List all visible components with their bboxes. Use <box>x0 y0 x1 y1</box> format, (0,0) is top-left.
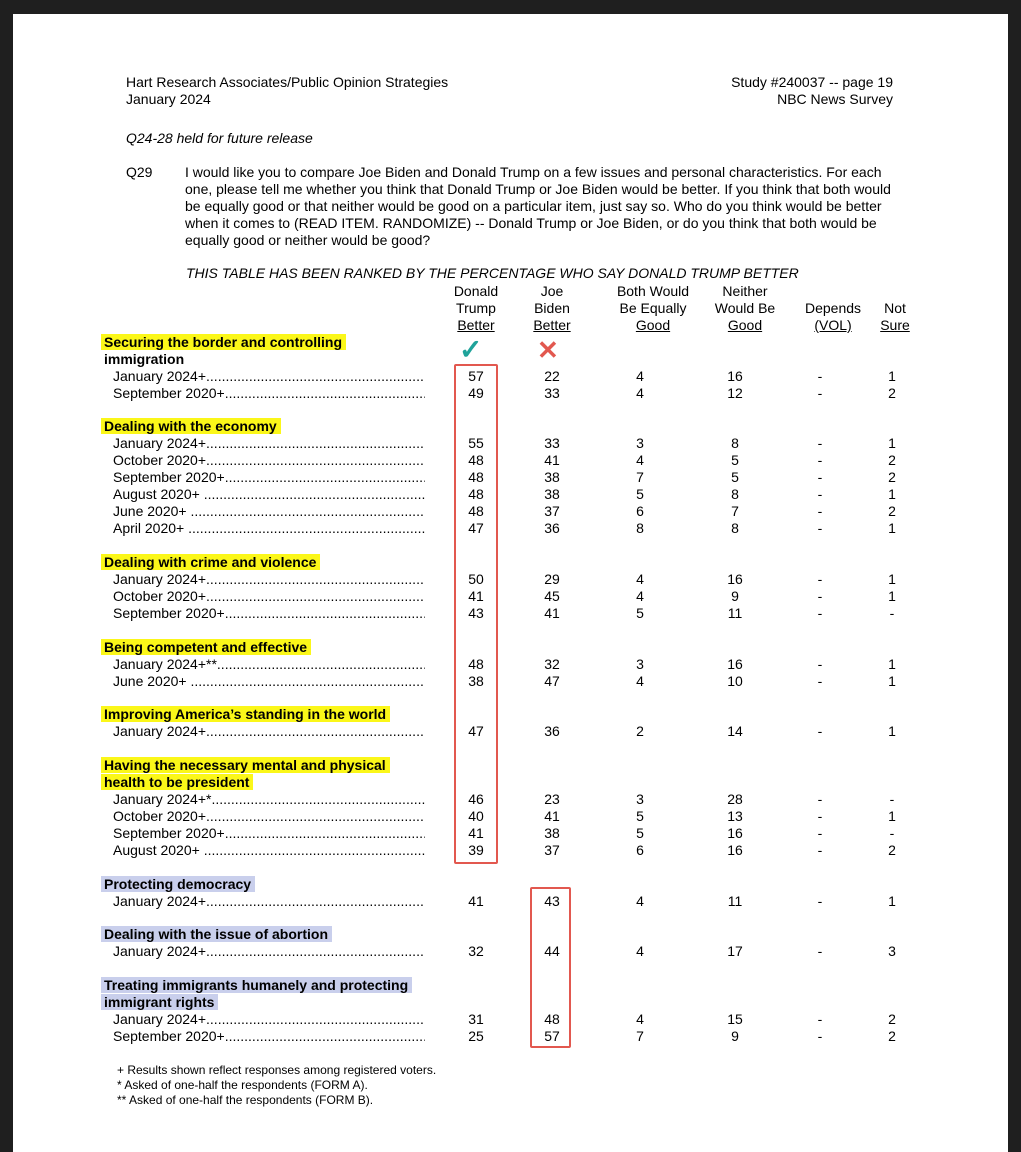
cell-value: 41 <box>544 605 560 621</box>
cell-value: 2 <box>888 1011 896 1027</box>
cell-value: - <box>817 791 823 807</box>
held-note: Q24-28 held for future release <box>126 130 313 146</box>
cell-value: 2 <box>888 1028 896 1044</box>
question-text: I would like you to compare Joe Biden and Donald Trump on a few issues and personal characteristics. For each one, please tell me whether you think that Donald Trump or Joe Biden would be better. If you think that both would be equally good or that neither would be good on a particular item, just say so. Who do you think would be better when it comes to (READ ITEM. RANDOMIZE) -- Donald Trump or Joe Biden, or do you think that both would be equally good or neither would be good? <box>185 164 891 248</box>
cell-value: 1 <box>888 368 896 384</box>
cell-value: 5 <box>636 605 644 621</box>
cell-value: 8 <box>731 486 739 502</box>
table-row <box>0 893 995 910</box>
cell-value: 45 <box>544 588 560 604</box>
cell-value: 3 <box>888 943 896 959</box>
header-date: January 2024 <box>126 91 211 107</box>
cell-value: 33 <box>544 435 560 451</box>
document-page <box>13 14 1008 1152</box>
row-label: October 2020+ ..... <box>113 452 425 469</box>
cross-icon: ✕ <box>537 335 559 365</box>
cell-value: 9 <box>731 1028 739 1044</box>
cell-value: 47 <box>468 520 484 536</box>
row-label: August 2020+ ..... <box>113 486 425 503</box>
header-survey: NBC News Survey <box>777 91 893 107</box>
cell-value: 16 <box>727 368 743 384</box>
cell-value: 1 <box>888 435 896 451</box>
cell-value: 23 <box>544 791 560 807</box>
item-heading: Improving America’s standing in the world <box>101 706 390 723</box>
row-label: January 2024+ ..... <box>113 571 425 588</box>
cell-value: - <box>817 808 823 824</box>
table-row <box>0 1011 995 1028</box>
row-label: January 2024+ ..... <box>113 1011 425 1028</box>
row-label: January 2024+ ..... <box>113 368 425 385</box>
footnote: ** Asked of one-half the respondents (FORM B). <box>117 1093 374 1107</box>
cell-value: 3 <box>636 435 644 451</box>
item-heading: Dealing with the economy <box>101 418 281 435</box>
cell-value: - <box>817 1028 823 1044</box>
cell-value: - <box>817 571 823 587</box>
cell-value: 14 <box>727 723 743 739</box>
row-label: January 2024+ ..... <box>113 723 425 740</box>
cell-value: 8 <box>731 435 739 451</box>
cell-value: 5 <box>636 825 644 841</box>
row-label: January 2024+* ..... <box>113 791 425 808</box>
cell-value: 15 <box>727 1011 743 1027</box>
cell-value: 16 <box>727 571 743 587</box>
cell-value: 37 <box>544 503 560 519</box>
col-header-neither: Neither Would Be Good <box>714 283 776 333</box>
cell-value: 1 <box>888 808 896 824</box>
cell-value: 11 <box>727 893 743 909</box>
row-label: October 2020+ ..... <box>113 588 425 605</box>
row-label: September 2020+ ..... <box>113 605 425 622</box>
cell-value: 1 <box>888 723 896 739</box>
cell-value: 55 <box>468 435 484 451</box>
cell-value: 57 <box>468 368 484 384</box>
cell-value: 8 <box>636 520 644 536</box>
cell-value: 7 <box>636 469 644 485</box>
cell-value: - <box>817 825 823 841</box>
cell-value: 4 <box>636 571 644 587</box>
cell-value: 1 <box>888 571 896 587</box>
cell-value: 44 <box>544 943 560 959</box>
cell-value: 38 <box>544 469 560 485</box>
cell-value: 5 <box>731 469 739 485</box>
cell-value: 48 <box>468 503 484 519</box>
cell-value: 16 <box>727 842 743 858</box>
cell-value: 11 <box>727 605 743 621</box>
cell-value: 1 <box>888 588 896 604</box>
cell-value: 41 <box>468 588 484 604</box>
row-label: June 2020+ ..... <box>113 673 425 690</box>
cell-value: - <box>817 385 823 401</box>
header-study: Study #240037 -- page 19 <box>731 74 893 90</box>
cell-value: - <box>817 842 823 858</box>
cell-value: - <box>817 469 823 485</box>
row-label: September 2020+ ..... <box>113 385 425 402</box>
cell-value: 48 <box>468 486 484 502</box>
row-label: January 2024+ ..... <box>113 943 425 960</box>
cell-value: 5 <box>636 486 644 502</box>
cell-value: 1 <box>888 656 896 672</box>
check-icon: ✓ <box>459 334 483 365</box>
cell-value: - <box>817 605 823 621</box>
rank-note: THIS TABLE HAS BEEN RANKED BY THE PERCENTAGE WHO SAY DONALD TRUMP BETTER <box>186 265 799 281</box>
cell-value: 2 <box>888 469 896 485</box>
cell-value: 2 <box>888 503 896 519</box>
cell-value: 17 <box>727 943 743 959</box>
cell-value: 16 <box>727 656 743 672</box>
col-header-depends: Depends (VOL) <box>804 300 862 333</box>
cell-value: 12 <box>727 385 743 401</box>
row-label: September 2020+ ..... <box>113 1028 425 1045</box>
cell-value: 4 <box>636 943 644 959</box>
row-label: June 2020+ ..... <box>113 503 425 520</box>
cell-value: 1 <box>888 673 896 689</box>
cell-value: 41 <box>468 893 484 909</box>
cell-value: 49 <box>468 385 484 401</box>
item-heading: Having the necessary mental and physical health to be president <box>101 757 390 791</box>
cell-value: 6 <box>636 842 644 858</box>
cell-value: 4 <box>636 1011 644 1027</box>
cell-value: - <box>817 520 823 536</box>
cell-value: 3 <box>636 656 644 672</box>
cell-value: 36 <box>544 520 560 536</box>
cell-value: 2 <box>888 842 896 858</box>
cell-value: 57 <box>544 1028 560 1044</box>
table-row <box>0 1028 995 1045</box>
cell-value: 28 <box>727 791 743 807</box>
cell-value: 3 <box>636 791 644 807</box>
trump-better-box <box>454 364 498 864</box>
cell-value: 47 <box>468 723 484 739</box>
cell-value: 1 <box>888 520 896 536</box>
header-org: Hart Research Associates/Public Opinion Strategies <box>126 74 449 90</box>
cell-value: 5 <box>731 452 739 468</box>
cell-value: 2 <box>888 452 896 468</box>
item-heading: Dealing with crime and violence <box>101 554 320 571</box>
cell-value: 4 <box>636 368 644 384</box>
cell-value: 40 <box>468 808 484 824</box>
cell-value: 13 <box>727 808 743 824</box>
cell-value: 1 <box>888 486 896 502</box>
cell-value: - <box>817 486 823 502</box>
cell-value: 4 <box>636 588 644 604</box>
cell-value: 10 <box>727 673 743 689</box>
cell-value: - <box>817 503 823 519</box>
cell-value: - <box>817 435 823 451</box>
cell-value: 48 <box>468 469 484 485</box>
cell-value: 25 <box>468 1028 484 1044</box>
cell-value: - <box>817 723 823 739</box>
cell-value: 8 <box>731 520 739 536</box>
footnote: + Results shown reflect responses among registered voters. <box>117 1063 437 1077</box>
cell-value: 9 <box>731 588 739 604</box>
cell-value: 38 <box>544 486 560 502</box>
cell-value: 4 <box>636 673 644 689</box>
row-label: January 2024+ ..... <box>113 893 425 910</box>
cell-value: - <box>817 1011 823 1027</box>
footnote: * Asked of one-half the respondents (FORM A). <box>117 1078 368 1092</box>
cell-value: - <box>817 943 823 959</box>
cell-value: 7 <box>636 1028 644 1044</box>
cell-value: 16 <box>727 825 743 841</box>
item-heading: Treating immigrants humanely and protecting immigrant rights <box>101 977 412 1011</box>
cell-value: 48 <box>468 452 484 468</box>
cell-value: 48 <box>468 656 484 672</box>
cell-value: 37 <box>544 842 560 858</box>
item-heading: Protecting democracy <box>101 876 255 893</box>
row-label: September 2020+ ..... <box>113 825 425 842</box>
cell-value: - <box>817 588 823 604</box>
cell-value: 36 <box>544 723 560 739</box>
cell-value: 43 <box>544 893 560 909</box>
biden-better-box <box>530 887 571 1048</box>
cell-value: 31 <box>468 1011 484 1027</box>
row-label: January 2024+** ..... <box>113 656 425 673</box>
cell-value: 32 <box>468 943 484 959</box>
col-header-trump: Donald Trump Better <box>453 283 499 333</box>
cell-value: 47 <box>544 673 560 689</box>
cell-value: 2 <box>636 723 644 739</box>
cell-value: 38 <box>468 673 484 689</box>
cell-value: 39 <box>468 842 484 858</box>
question-number: Q29 <box>126 164 153 180</box>
cell-value: 6 <box>636 503 644 519</box>
row-label: October 2020+ ..... <box>113 808 425 825</box>
cell-value: - <box>817 673 823 689</box>
row-label: April 2020+ ..... <box>113 520 425 537</box>
cell-value: - <box>817 893 823 909</box>
item-heading: Dealing with the issue of abortion <box>101 926 332 943</box>
cell-value: - <box>889 791 895 807</box>
cell-value: - <box>817 656 823 672</box>
col-header-both: Both Would Be Equally Good <box>616 283 690 333</box>
cell-value: - <box>889 825 895 841</box>
cell-value: 50 <box>468 571 484 587</box>
cell-value: 4 <box>636 893 644 909</box>
row-label: August 2020+ ..... <box>113 842 425 859</box>
item-heading: Securing the border and controlling immigration <box>101 334 346 368</box>
cell-value: 33 <box>544 385 560 401</box>
cell-value: 1 <box>888 893 896 909</box>
cell-value: 4 <box>636 385 644 401</box>
cell-value: 7 <box>731 503 739 519</box>
cell-value: 22 <box>544 368 560 384</box>
cell-value: 41 <box>544 452 560 468</box>
cell-value: 29 <box>544 571 560 587</box>
cell-value: 48 <box>544 1011 560 1027</box>
table-row <box>0 943 995 960</box>
cell-value: - <box>817 452 823 468</box>
cell-value: 41 <box>468 825 484 841</box>
row-label: January 2024+ ..... <box>113 435 425 452</box>
cell-value: 41 <box>544 808 560 824</box>
cell-value: 2 <box>888 385 896 401</box>
row-label: September 2020+ ..... <box>113 469 425 486</box>
item-heading: Being competent and effective <box>101 639 311 656</box>
col-header-biden: Joe Biden Better <box>533 283 571 333</box>
cell-value: 38 <box>544 825 560 841</box>
cell-value: - <box>817 368 823 384</box>
cell-value: 43 <box>468 605 484 621</box>
cell-value: 32 <box>544 656 560 672</box>
col-header-notsure: Not Sure <box>880 300 910 333</box>
cell-value: 5 <box>636 808 644 824</box>
cell-value: - <box>889 605 895 621</box>
cell-value: 4 <box>636 452 644 468</box>
cell-value: 46 <box>468 791 484 807</box>
